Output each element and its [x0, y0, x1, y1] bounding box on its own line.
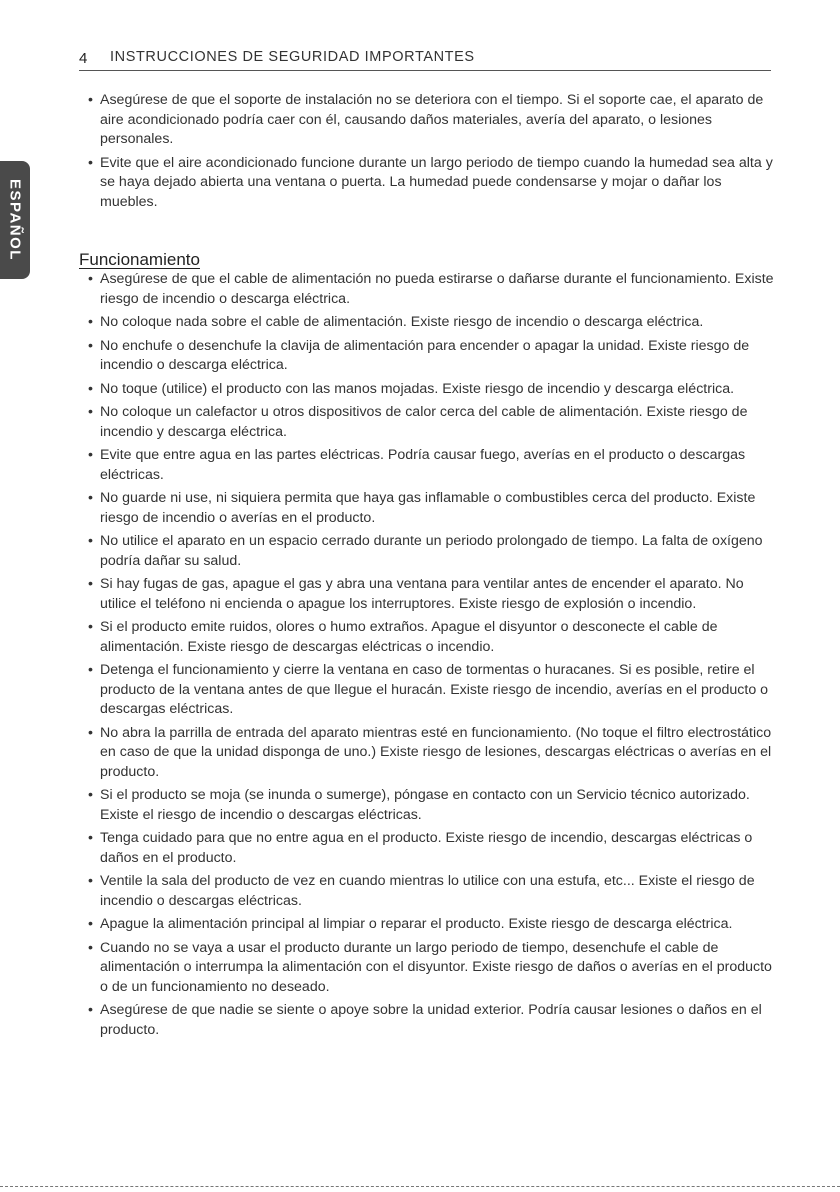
list-item: • Asegúrese de que nadie se siente o apoye sobre la unidad exterior. Podría causar lesiones o daños en el producto. — [88, 1001, 776, 1040]
intro-list-container — [88, 91, 776, 216]
section-list — [88, 270, 776, 1040]
list-item: • No enchufe o desenchufe la clavija de alimentación para encender o apagar la unidad. Existe riesgo de incendio o descarga eléctrica. — [88, 337, 776, 376]
list-item: • Si hay fugas de gas, apague el gas y abra una ventana para ventilar antes de encender el aparato. No utilice el teléfono ni encienda o apague los interruptores. Existe riesgo de explosión o incendio. — [88, 575, 776, 614]
list-item: • No guarde ni use, ni siquiera permita que haya gas inflamable o combustibles cerca del producto. Existe riesgo de incendio o averías en el producto. — [88, 489, 776, 528]
list-item: • Si el producto se moja (se inunda o sumerge), póngase en contacto con un Servicio técnico autorizado. Existe el riesgo de incendio o descargas eléctricas. — [88, 786, 776, 825]
list-item: • No coloque un calefactor u otros dispositivos de calor cerca del cable de alimentación. Existe riesgo de incendio y descarga eléctrica. — [88, 403, 776, 442]
language-label: ESPAÑOL — [6, 179, 24, 261]
header-title: INSTRUCCIONES DE SEGURIDAD IMPORTANTES — [110, 49, 475, 65]
intro-list — [88, 91, 776, 212]
list-item: • Detenga el funcionamiento y cierre la ventana en caso de tormentas o huracanes. Si es posible, retire el producto de la ventana antes de que llegue el huracán. Existe riesgo de incendio, averías en el producto o descargas eléctricas. — [88, 661, 776, 720]
section-list-container — [88, 270, 776, 1044]
list-item: • Si el producto emite ruidos, olores o humo extraños. Apague el disyuntor o desconecte el cable de alimentación. Existe riesgo de descargas eléctricas o incendio. — [88, 618, 776, 657]
list-item: • Tenga cuidado para que no entre agua en el producto. Existe riesgo de incendio, descargas eléctricas o daños en el producto. — [88, 829, 776, 868]
list-item: • Evite que el aire acondicionado funcione durante un largo periodo de tiempo cuando la humedad sea alta y se haya dejado abierta una ventana o puerta. La humedad puede condensarse y mojar o dañar los muebles. — [88, 154, 776, 213]
list-item: • Asegúrese de que el soporte de instalación no se deteriora con el tiempo. Si el soporte cae, el aparato de aire acondicionado podría caer con él, causando daños materiales, avería del aparato, o lesiones personales. — [88, 91, 776, 150]
list-item: • No toque (utilice) el producto con las manos mojadas. Existe riesgo de incendio y descarga eléctrica. — [88, 380, 776, 400]
list-item: • Evite que entre agua en las partes eléctricas. Podría causar fuego, averías en el producto o descargas eléctricas. — [88, 446, 776, 485]
page-header — [79, 48, 771, 71]
list-item: • No utilice el aparato en un espacio cerrado durante un periodo prolongado de tiempo. La falta de oxígeno podría dañar su salud. — [88, 532, 776, 571]
list-item: • No abra la parrilla de entrada del aparato mientras esté en funcionamiento. (No toque el filtro electrostático en caso de que la unidad disponga de uno.) Existe riesgo de lesiones, descargas eléctricas o averías en el producto. — [88, 724, 776, 783]
list-item: • No coloque nada sobre el cable de alimentación. Existe riesgo de incendio o descarga eléctrica. — [88, 313, 776, 333]
list-item: • Ventile la sala del producto de vez en cuando mientras lo utilice con una estufa, etc... Existe el riesgo de incendio o descargas eléctricas. — [88, 872, 776, 911]
section-heading: Funcionamiento — [79, 250, 200, 269]
page-number: 4 — [79, 50, 88, 67]
list-item: • Cuando no se vaya a usar el producto durante un largo periodo de tiempo, desenchufe el cable de alimentación o interrumpa la alimentación con el disyuntor. Existe riesgo de daños o averías en el producto o de un funcionamiento no deseado. — [88, 939, 776, 998]
list-item: • Asegúrese de que el cable de alimentación no pueda estirarse o dañarse durante el funcionamiento. Existe riesgo de incendio o descarga eléctrica. — [88, 270, 776, 309]
list-item: • Apague la alimentación principal al limpiar o reparar el producto. Existe riesgo de descarga eléctrica. — [88, 915, 776, 935]
language-side-tab — [0, 161, 30, 279]
page-bottom-border — [0, 1186, 840, 1187]
